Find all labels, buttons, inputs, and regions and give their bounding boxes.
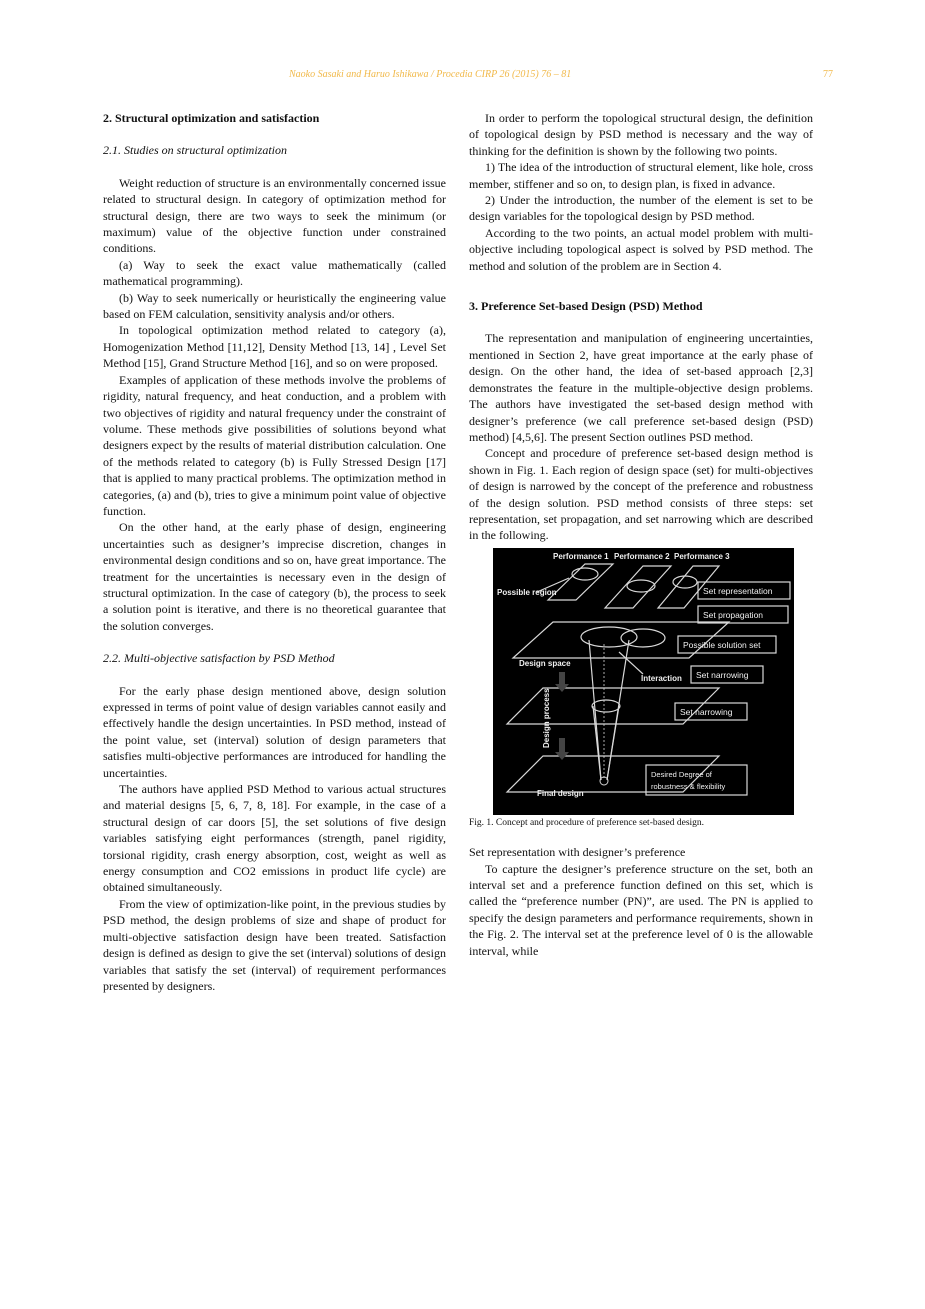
plane-performance-2 [605, 566, 671, 608]
paragraph: Weight reduction of structure is an environmentally concerned issue related to structural design. In category of optimization method for structural design, there are two ways to seek the minimum (or maximum) value of the objective function under constrained conditions. [103, 175, 446, 256]
paragraph: On the other hand, at the early phase of design, engineering uncertainties such as designer’s imprecise discretion, changes in environmental design conditions and so on, have great importance. The treatment for the uncertainties is necessary even in the design of structural optimization. In the case of category (b), the process to seek a solution point is iterative, and there is no theoretical guarantee that the solution converges. [103, 520, 446, 633]
label-performance-1: Performance 1 [553, 551, 609, 561]
label-performance-2: Performance 2 [614, 551, 670, 561]
point-2: 2) Under the introduction, the number of the element is set to be design variables for the topological design by PSD method. [469, 193, 813, 224]
plane-narrowing-1 [507, 688, 719, 724]
label-design-process: Design process [542, 688, 551, 748]
label-performance-3: Performance 3 [674, 551, 730, 561]
label-design-space: Design space [519, 658, 571, 668]
region-ellipse [673, 576, 697, 588]
region-ellipse [627, 580, 655, 592]
funnel-line [607, 706, 619, 780]
down-arrow [555, 738, 569, 760]
list-item-b: (b) Way to seek numerically or heuristically the engineering value based on FEM calculation, sensitivity analysis and/or others. [103, 290, 446, 322]
paragraph: According to the two points, an actual model problem with multi-objective including topological aspect is solved by PSD method. The method and solution of the problem are in Section 4. [469, 225, 813, 273]
label-possible-solution-set: Possible solution set [683, 639, 761, 650]
paragraph: The authors have applied PSD Method to various actual structures and material designs [5, 6, 7, 8, 18]. For example, in the case of a structural design of car doors [5], the set solutions of five design variables satisfying eight performances (strength, panel rigidity, torsional rigidity, crash energy absorption, cost, weight as well as energy consumption and CO2 emissions in product life cycle) are obtained simultaneously. [103, 782, 446, 895]
paragraph: The representation and manipulation of engineering uncertainties, mentioned in Section 2, have great importance at the early phase of design. On the other hand, the idea of set-based approach [2,3] demonstrates the feature in the multiple-objective design problems. The authors have investigated the set-based design method with designer’s preference (we call preference set-based design (PSD) method) [4,5,6]. The present Section outlines PSD method. [469, 331, 813, 444]
label-set-propagation: Set propagation [703, 609, 764, 620]
paragraph: Concept and procedure of preference set-based design method is shown in Fig. 1. Each region of design space (set) for multi-objectives of design is narrowed by the concept of the preference and robustness of the design solution. PSD method consists of three steps: set representation, set propagation, and set narrowing which are described in the following. [469, 446, 813, 543]
figure-1 [493, 548, 794, 815]
region-ellipse [572, 568, 598, 580]
figure-1-caption: Fig. 1. Concept and procedure of preference set-based design. [469, 817, 705, 828]
label-interaction: Interaction [641, 673, 682, 683]
subheading-set-representation: Set representation with designer’s preference [469, 845, 686, 860]
region-ellipse [592, 700, 620, 712]
paragraph: For the early phase design mentioned above, design solution expressed in terms of point value of design variables cannot easily and effectively handle the design uncertainties. In PSD method, instead of the point value, set (interval) solution of design parameters that satisfies multi-objective performances are introduced for handling the uncertainties. [103, 683, 446, 780]
subsection-2-1-heading: 2.1. Studies on structural optimization [103, 143, 288, 158]
final-point [600, 777, 608, 785]
point-1: 1) The idea of the introduction of structural element, like hole, cross member, stiffener and so on, to design plan, is fixed in advance. [469, 160, 813, 191]
paragraph: To capture the designer’s preference structure on the set, both an interval set and a preference function defined on this set, which is called the “preference number (PN)”, are used. The PN is applied to specify the design parameters and performance requirements, shown in the Fig. 2. The interval set at the preference level of 0 is the allowable interval, while [469, 861, 813, 958]
label-desired-degree-1: Desired Degree of [651, 769, 712, 779]
page-number: 77 [823, 69, 833, 80]
region-ellipse [621, 629, 665, 647]
label-set-representation: Set representation [703, 585, 773, 596]
label-possible-region: Possible region [497, 587, 557, 597]
interaction-arrow [619, 652, 643, 674]
paragraph: In order to perform the topological structural design, the definition of topological design by PSD method is necessary and the way of thinking for the definition is shown by the following two points. [469, 111, 813, 158]
paragraph: Examples of application of these methods involve the problems of rigidity, natural frequency, and heat conduction, and a problem with two objectives of rigidity and natural frequency under the constraint of volume. These methods give possibilities of solutions beyond what designers expect by the results of material distribution calculation. One of the methods related to category (b) is Fully Stressed Design [17] that is applied to many practical problems. The optimization method in categories, (a) and (b), tries to give a minimum point value of objective function. [103, 372, 446, 518]
subsection-2-2-heading: 2.2. Multi-objective satisfaction by PSD Method [103, 651, 335, 666]
running-header [0, 69, 925, 85]
paragraph: From the view of optimization-like point, in the previous studies by PSD method, the design problems of size and shape of product for multi-objective satisfaction design have been treated. Satisfaction design is defined as design to give the set (interval) solutions of design variables that satisfy the set (interval) of requirement performances presented by designers. [103, 896, 446, 993]
label-set-narrowing-2: Set narrowing [680, 706, 733, 717]
down-arrow [555, 672, 569, 692]
running-title: Naoko Sasaki and Haruo Ishikawa / Procedia CIRP 26 (2015) 76 – 81 [289, 69, 572, 80]
funnel-line [593, 706, 601, 780]
figure-1-diagram [493, 548, 794, 815]
design-process-arrows [555, 672, 569, 760]
section-2-heading: 2. Structural optimization and satisfaction [103, 111, 320, 125]
section-3-heading: 3. Preference Set-based Design (PSD) Method [469, 299, 703, 314]
left-column [103, 110, 446, 994]
label-set-narrowing-1: Set narrowing [696, 669, 749, 680]
list-item-a: (a) Way to seek the exact value mathematically (called mathematical programming). [103, 257, 446, 289]
plane-performance-1 [548, 564, 613, 600]
paragraph: In topological optimization method related to category (a), Homogenization Method [11,12], Density Method [13, 14] , Level Set Method [15], Grand Structure Method [16], and so on were proposed. [103, 323, 446, 371]
label-final-design: Final design [537, 788, 584, 798]
right-column [469, 110, 813, 959]
label-desired-degree-2: robustness & flexibility [651, 781, 726, 791]
